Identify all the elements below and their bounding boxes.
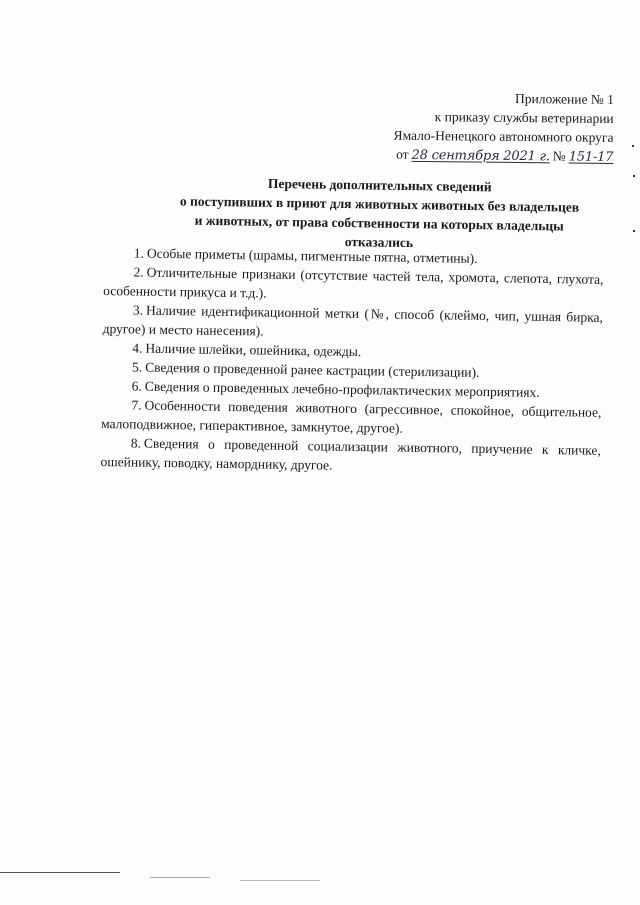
order-date-line <box>313 144 613 167</box>
item-text: Отличительные признаки (отсутствие частей тела, хромота, слепота, глухота, особенности прикуса и т.д.). <box>103 264 604 301</box>
item-number: 7. <box>131 397 142 413</box>
title-line-1: Перечень дополнительных сведений <box>267 175 492 195</box>
number-sign: № <box>552 148 566 164</box>
scan-artifact-line <box>0 872 120 873</box>
order-reference: к приказу службы ветеринарии <box>434 109 614 126</box>
items-list <box>100 243 604 479</box>
scan-artifact-line <box>150 877 210 878</box>
item-text: Сведения о проведенной ранее кастрации (стерилизации). <box>145 359 480 380</box>
item-text: Сведения о проведенных лечебно-профилактических мероприятиях. <box>144 378 540 400</box>
scan-artifact-line <box>240 880 320 881</box>
item-number: 1. <box>133 245 145 261</box>
appendix-number: Приложение № 1 <box>514 90 614 107</box>
region-name: Ямало-Ненецкого автономного округа <box>393 127 614 145</box>
list-item <box>100 433 601 479</box>
handwritten-date: 28 сентября 2021 г. <box>411 147 550 165</box>
from-label: от <box>396 146 409 162</box>
item-number: 4. <box>132 340 143 356</box>
scan-artifact-dot <box>633 175 635 177</box>
document-title <box>149 172 610 255</box>
appendix-header <box>313 87 614 167</box>
title-line-3: и животных, от права собственности на которых владельцы <box>194 212 564 234</box>
title-line-2: о поступивших в приют для животных животных без владельцев <box>179 193 580 215</box>
item-number: 3. <box>132 302 144 318</box>
item-number: 8. <box>130 435 142 451</box>
item-number: 2. <box>133 264 144 280</box>
handwritten-number: 151-17 <box>568 149 614 165</box>
item-text: Наличие шлейки, ошейника, одежды. <box>145 340 362 360</box>
item-text: Особые приметы (шрамы, пигментные пятна, отметины). <box>146 245 478 266</box>
item-text: Наличие идентификационной метки (№, способ (клеймо, чип, ушная бирка, другое) и место нанесения). <box>102 302 604 339</box>
item-number: 6. <box>131 378 142 394</box>
title-line-4: отказались <box>344 234 414 251</box>
item-number: 5. <box>131 359 143 375</box>
item-text: Особенности поведения животного (агрессивное, спокойное, общительное, малоподвижное, гиперактивное, замкнутое, другое). <box>101 397 602 436</box>
scan-artifact-dot <box>632 145 634 147</box>
item-text: Сведения о проведенной социализации животного, приучение к кличке, ошейнику, поводку, наморднику, другое. <box>100 435 601 473</box>
scan-artifact-dot <box>633 230 635 232</box>
